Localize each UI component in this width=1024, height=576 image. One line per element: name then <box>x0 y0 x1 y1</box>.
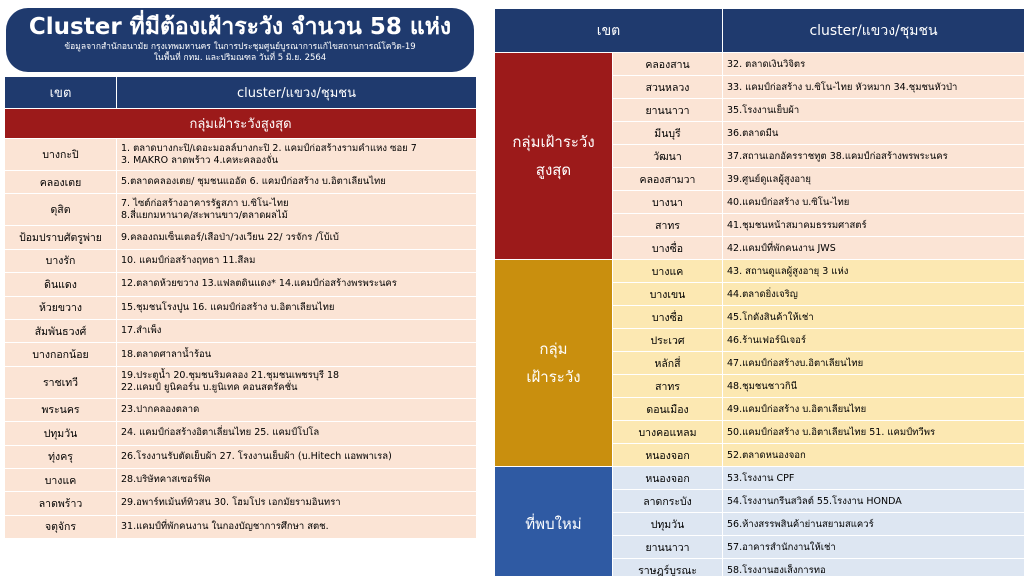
cluster-cell: 23.ปากคลองตลาด <box>117 398 477 421</box>
district-cell: มีนบุรี <box>613 122 723 145</box>
cluster-cell: 24. แคมป์ก่อสร้างอิตาเลี่ยนไทย 25. แคมป์โปโล <box>117 422 477 445</box>
district-cell: ปทุมวัน <box>613 513 723 536</box>
table-row <box>495 53 1024 76</box>
cluster-cell: 32. ตลาดเงินวิจิตร <box>723 53 1024 76</box>
district-cell: คลองสาน <box>613 53 723 76</box>
district-header: เขต <box>495 9 723 53</box>
table-row <box>5 273 477 296</box>
district-cell: ดุสิต <box>5 194 117 226</box>
district-cell: ราชเทวี <box>5 366 117 398</box>
table-row <box>5 249 477 272</box>
left-header-row <box>5 77 477 109</box>
district-cell: วัฒนา <box>613 145 723 168</box>
table-row <box>5 422 477 445</box>
district-cell: สวนหลวง <box>613 76 723 99</box>
cluster-cell: 41.ชุมชนหน้าสมาคมธรรมศาสตร์ <box>723 214 1024 237</box>
district-cell: บางเขน <box>613 283 723 306</box>
group-title: กลุ่มเฝ้าระวังสูงสุด <box>5 109 477 139</box>
district-cell: บางคอแหลม <box>613 421 723 444</box>
district-cell: บางนา <box>613 191 723 214</box>
cluster-cell: 5.ตลาดคลองเตย/ ชุมชนแออัด 6. แคมป์ก่อสร้าง บ.อิตาเลียนไทย <box>117 171 477 194</box>
cluster-cell: 49.แคมป์ก่อสร้าง บ.อิตาเลียนไทย <box>723 398 1024 421</box>
cluster-cell: 53.โรงงาน CPF <box>723 467 1024 490</box>
district-cell: บางกอกน้อย <box>5 343 117 366</box>
cluster-cell: 7. ไซต์ก่อสร้างอาคารรัฐสภา บ.ซิโน-ไทย 8.สี่แยกมหานาค/สะพานขาว/ตลาดผลไม้ <box>117 194 477 226</box>
cluster-cell: 54.โรงงานกรีนสวิลต์ 55.โรงงาน HONDA <box>723 490 1024 513</box>
table-row <box>495 467 1024 490</box>
table-row <box>495 260 1024 283</box>
district-cell: หนองจอก <box>613 467 723 490</box>
cluster-cell: 43. สถานดูแลผู้สูงอายุ 3 แห่ง <box>723 260 1024 283</box>
right-cluster-table <box>494 8 1024 576</box>
district-cell: จตุจักร <box>5 515 117 538</box>
district-cell: สัมพันธวงศ์ <box>5 319 117 342</box>
district-cell: ดอนเมือง <box>613 398 723 421</box>
district-cell: ลาดพร้าว <box>5 492 117 515</box>
cluster-cell: 12.ตลาดห้วยขวาง 13.แฟลตดินแดง* 14.แคมป์ก่อสร้างพรพระนคร <box>117 273 477 296</box>
district-cell: ป้อมปราบศัตรูพ่าย <box>5 226 117 249</box>
district-cell: ดินแดง <box>5 273 117 296</box>
cluster-cell: 42.แคมป์ที่พักคนงาน JWS <box>723 237 1024 260</box>
cluster-cell: 17.สำเพ็ง <box>117 319 477 342</box>
cluster-cell: 47.แคมป์ก่อสร้างบ.อิตาเลียนไทย <box>723 352 1024 375</box>
district-cell: บางแค <box>5 468 117 491</box>
district-cell: ราษฎร์บูรณะ <box>613 559 723 576</box>
table-row <box>5 445 477 468</box>
source-note: ข้อมูลจากสำนักอนามัย กรุงเทพมหานคร ในการประชุมศูนย์บูรณาการแก้ไขสถานการณ์โควิด-19 <box>64 42 416 52</box>
cluster-cell: 58.โรงงานฮงเส็งการทอ <box>723 559 1024 576</box>
cluster-header: cluster/แขวง/ชุมชน <box>723 9 1024 53</box>
district-cell: บางกะปิ <box>5 139 117 171</box>
table-row <box>5 319 477 342</box>
cluster-cell: 37.สถานเอกอัครราชทูต 38.แคมป์ก่อสร้างพรพระนคร <box>723 145 1024 168</box>
district-cell: สาทร <box>613 375 723 398</box>
district-cell: คลองสามวา <box>613 168 723 191</box>
district-cell: ยานนาวา <box>613 536 723 559</box>
cluster-cell: 35.โรงงานเย็บผ้า <box>723 99 1024 122</box>
district-cell: สาทร <box>613 214 723 237</box>
cluster-cell: 52.ตลาดหนองจอก <box>723 444 1024 467</box>
district-cell: บางรัก <box>5 249 117 272</box>
district-header: เขต <box>5 77 117 109</box>
table-row <box>5 171 477 194</box>
table-row <box>5 139 477 171</box>
table-row <box>5 366 477 398</box>
cluster-cell: 9.คลองถมเซ็นเตอร์/เสือป่า/วงเวียน 22/ วรจักร /โบ้เบ้ <box>117 226 477 249</box>
right-header-row <box>495 9 1024 53</box>
cluster-cell: 18.ตลาดศาลาน้ำร้อน <box>117 343 477 366</box>
district-cell: ลาดกระบัง <box>613 490 723 513</box>
group-label: กลุ่มเฝ้าระวัง สูงสุด <box>495 53 613 260</box>
cluster-cell: 50.แคมป์ก่อสร้าง บ.อิตาเลียนไทย 51. แคมป์ทวีพร <box>723 421 1024 444</box>
table-row <box>5 468 477 491</box>
left-cluster-table <box>4 76 477 539</box>
cluster-cell: 46.ร้านเฟอร์นิเจอร์ <box>723 329 1024 352</box>
cluster-cell: 39.ศูนย์ดูแลผู้สูงอายุ <box>723 168 1024 191</box>
cluster-cell: 19.ประตูน้ำ 20.ชุมชนริมคลอง 21.ชุมชนเพชรบุรี 18 22.แคมป์ ยูนิคอร์น บ.ยูนิเทค คอนสตรัคชั่น <box>117 366 477 398</box>
cluster-cell: 45.โกดังสินค้าให้เช่า <box>723 306 1024 329</box>
table-row <box>5 515 477 538</box>
district-cell: บางซื่อ <box>613 237 723 260</box>
district-cell: ห้วยขวาง <box>5 296 117 319</box>
table-row <box>5 343 477 366</box>
cluster-cell: 48.ชุมชนชาวกินี <box>723 375 1024 398</box>
cluster-cell: 40.แคมป์ก่อสร้าง บ.ซิโน-ไทย <box>723 191 1024 214</box>
district-cell: บางแค <box>613 260 723 283</box>
cluster-cell: 31.แคมป์ที่พักคนงาน ในกองบัญชาการศึกษา สตช. <box>117 515 477 538</box>
cluster-header: cluster/แขวง/ชุมชน <box>117 77 477 109</box>
cluster-cell: 26.โรงงานรับตัดเย็บผ้า 27. โรงงานเย็บผ้า (บ.Hitech แอพพาเรล) <box>117 445 477 468</box>
cluster-cell: 1. ตลาดบางกะปิ/เดอะมอลล์บางกะปิ 2. แคมป์ก่อสร้างรามคำแหง ซอย 7 3. MAKRO ลาดพร้าว 4.เคหะคลองจั่น <box>117 139 477 171</box>
table-row <box>5 226 477 249</box>
district-cell: ทุ่งครุ <box>5 445 117 468</box>
district-cell: บางซื่อ <box>613 306 723 329</box>
group-label: กลุ่ม เฝ้าระวัง <box>495 260 613 467</box>
page-title: Cluster ที่มีต้องเฝ้าระวัง จำนวน 58 แห่ง <box>28 14 452 40</box>
cluster-cell: 36.ตลาดมีน <box>723 122 1024 145</box>
cluster-cell: 44.ตลาดยิ่งเจริญ <box>723 283 1024 306</box>
district-cell: ยานนาวา <box>613 99 723 122</box>
date-note: ในพื้นที่ กทม. และปริมณฑล วันที่ 5 มิ.ย. 2564 <box>153 53 327 63</box>
cluster-cell: 15.ชุมชนโรงปูน 16. แคมป์ก่อสร้าง บ.อิตาเลียนไทย <box>117 296 477 319</box>
title-banner <box>6 8 474 72</box>
district-cell: พระนคร <box>5 398 117 421</box>
group-label: ที่พบใหม่ <box>495 467 613 576</box>
cluster-cell: 29.อพาร์ทเม้นท์ทิวสน 30. โฮมโปร เอกมัยรามอินทรา <box>117 492 477 515</box>
table-row <box>5 492 477 515</box>
district-cell: หนองจอก <box>613 444 723 467</box>
group-row-highest <box>5 109 477 139</box>
cluster-cell: 33. แคมป์ก่อสร้าง บ.ซิโน-ไทย หัวหมาก 34.ชุมชนหัวป่า <box>723 76 1024 99</box>
cluster-cell: 57.อาคารสำนักงานให้เช่า <box>723 536 1024 559</box>
table-row <box>5 194 477 226</box>
district-cell: หลักสี่ <box>613 352 723 375</box>
cluster-cell: 28.บริษัทคาสเซอร์ฟิค <box>117 468 477 491</box>
table-row <box>5 398 477 421</box>
district-cell: ประเวศ <box>613 329 723 352</box>
district-cell: คลองเตย <box>5 171 117 194</box>
cluster-cell: 10. แคมป์ก่อสร้างฤทธา 11.สีลม <box>117 249 477 272</box>
district-cell: ปทุมวัน <box>5 422 117 445</box>
cluster-cell: 56.ห้างสรรพสินค้าย่านสยามสแควร์ <box>723 513 1024 536</box>
table-row <box>5 296 477 319</box>
